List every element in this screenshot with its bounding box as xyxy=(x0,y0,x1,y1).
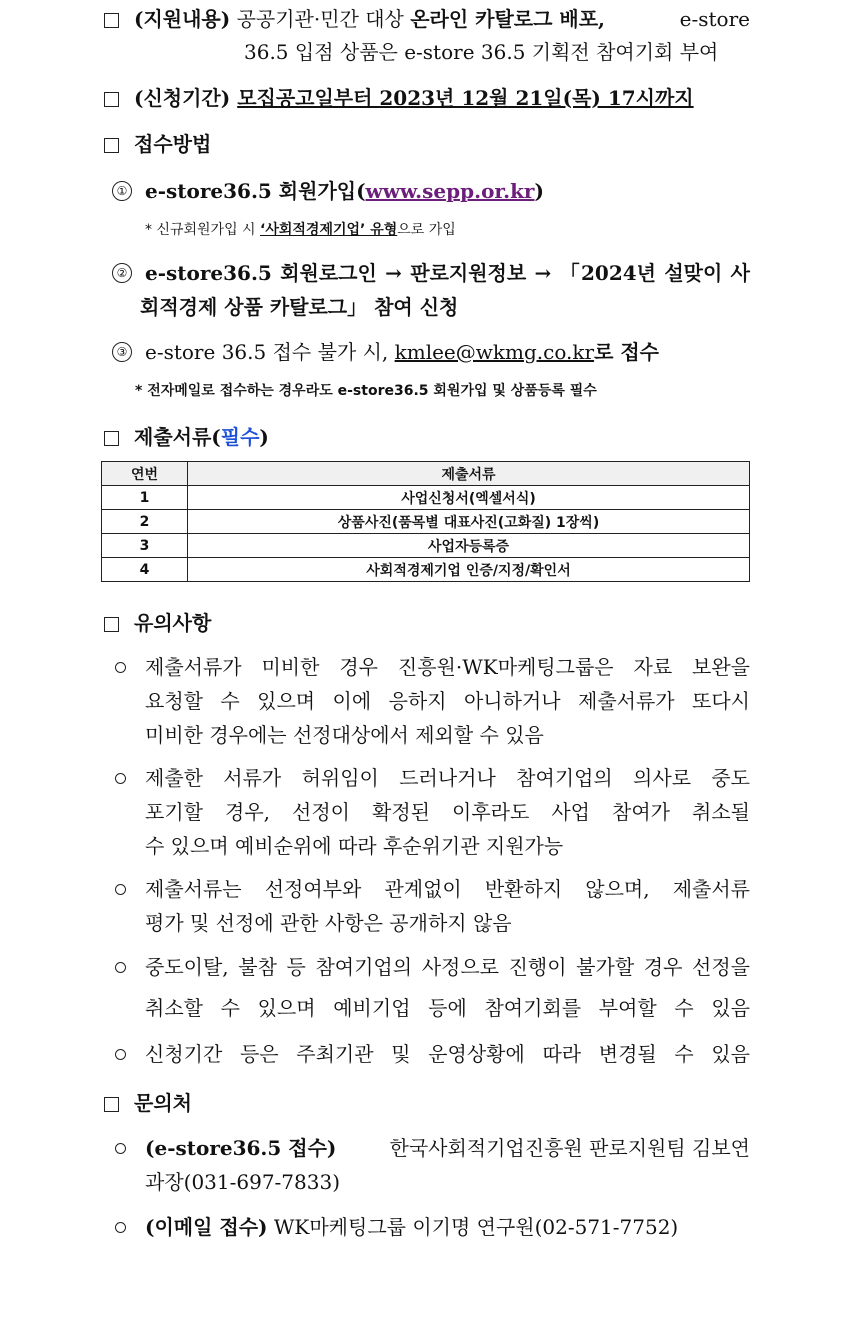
method-step1 xyxy=(145,177,544,205)
checkbox-square xyxy=(104,92,119,107)
checkbox-square xyxy=(104,13,119,28)
note4-line2: 취소할 수 있으며 예비기업 등에 참여기회를 부여할 수 있음 xyxy=(145,996,750,1020)
support-label: (지원내용) xyxy=(134,7,231,31)
row-no: 3 xyxy=(102,534,188,558)
row-no: 2 xyxy=(102,510,188,534)
row-doc: 사회적경제기업 인증/지정/확인서 xyxy=(188,558,750,582)
method-step2-line1: e-store36.5 회원로그인 → 판로지원정보 → 「2024년 설맞이 사 xyxy=(145,261,750,285)
step1-note-post: 으로 가입 xyxy=(397,222,456,238)
checkbox-square xyxy=(104,1097,119,1112)
bullet-circle xyxy=(115,773,126,784)
contact2-line xyxy=(145,1213,678,1241)
step1-text: e-store36.5 회원가입( xyxy=(145,179,366,203)
note3-line2: 평가 및 선정에 관한 사항은 공개하지 않음 xyxy=(145,911,512,935)
contact1-label: (e-store36.5 접수) xyxy=(145,1136,337,1160)
step-number-1: ① xyxy=(112,181,132,201)
note1-line2: 요청할 수 있으며 이에 응하지 아니하거나 제출서류가 또다시 xyxy=(145,689,750,713)
note5-line1: 신청기간 등은 주최기관 및 운영상황에 따라 변경될 수 있음 xyxy=(145,1042,750,1066)
row-doc: 상품사진(품목별 대표사진(고화질) 1장씩) xyxy=(188,510,750,534)
checkbox-square xyxy=(104,138,119,153)
step1-note-bold: ‘사회적경제기업’ 유형 xyxy=(260,222,398,238)
header-doc: 제출서류 xyxy=(188,462,750,486)
notes-title: 유의사항 xyxy=(134,611,212,635)
note2-line3: 수 있으며 예비순위에 따라 후순위기관 지원가능 xyxy=(145,834,564,858)
bullet-circle xyxy=(115,662,126,673)
header-no: 연번 xyxy=(102,462,188,486)
checkbox-square xyxy=(104,617,119,632)
support-highlight: 온라인 카탈로그 배포, xyxy=(410,7,605,31)
step3-post: 로 접수 xyxy=(594,340,659,364)
row-doc: 사업자등록증 xyxy=(188,534,750,558)
table-header-row xyxy=(102,462,750,486)
note1-line3: 미비한 경우에는 선정대상에서 제외할 수 있음 xyxy=(145,723,544,747)
note4-line1: 중도이탈, 불참 등 참여기업의 사정으로 진행이 불가할 경우 선정을 xyxy=(145,955,750,979)
contact-title: 문의처 xyxy=(134,1091,192,1115)
row-no: 1 xyxy=(102,486,188,510)
row-doc: 사업신청서(엑셀서식) xyxy=(188,486,750,510)
table-row xyxy=(102,486,750,510)
note1-line1: 제출서류가 미비한 경우 진흥원·WK마케팅그룹은 자료 보완을 xyxy=(145,655,750,679)
note3-line1: 제출서류는 선정여부와 관계없이 반환하지 않으며, 제출서류 xyxy=(145,877,750,901)
bullet-circle xyxy=(115,962,126,973)
method-step1-note xyxy=(145,219,456,241)
note2-line2: 포기할 경우, 선정이 확정된 이후라도 사업 참여가 취소될 xyxy=(145,800,750,824)
period-text: 모집공고일부터 2023년 12월 21일(목) 17시까지 xyxy=(237,86,694,110)
note2-line1: 제출한 서류가 허위임이 드러나거나 참여기업의 의사로 중도 xyxy=(145,766,750,790)
step1-note-pre: * 신규회원가입 시 xyxy=(145,222,261,238)
support-line1 xyxy=(134,5,750,33)
required-mark: 필수 xyxy=(220,425,260,449)
step3-text: e-store 36.5 접수 불가 시, xyxy=(145,340,395,364)
bullet-circle xyxy=(115,1143,126,1154)
contact1-line2: 과장(031-697-7833) xyxy=(145,1170,341,1194)
method-step2-line2: 회적경제 상품 카탈로그」 참여 신청 xyxy=(140,295,459,319)
support-line2: 36.5 입점 상품은 e-store 36.5 기획전 참여기회 부여 xyxy=(244,40,719,64)
period-line xyxy=(134,84,694,112)
documents-title-close: ) xyxy=(259,425,269,449)
contact1-line1 xyxy=(145,1134,750,1162)
period-label: (신청기간) xyxy=(134,86,231,110)
sepp-link[interactable]: www.sepp.or.kr xyxy=(365,179,535,203)
table-row xyxy=(102,510,750,534)
contact2-text: WK마케팅그룹 이기명 연구원(02-571-7752) xyxy=(273,1215,679,1239)
step1-close: ) xyxy=(534,179,544,203)
bullet-circle xyxy=(115,884,126,895)
method-step3 xyxy=(145,338,659,366)
table-row xyxy=(102,534,750,558)
documents-title-text: 제출서류( xyxy=(134,425,221,449)
checkbox-square xyxy=(104,431,119,446)
step-number-3: ③ xyxy=(112,342,132,362)
bullet-circle xyxy=(115,1049,126,1060)
contact1-org: 한국사회적기업진흥원 판로지원팀 김보연 xyxy=(389,1136,750,1160)
contact2-label: (이메일 접수) xyxy=(145,1215,268,1239)
table-row xyxy=(102,558,750,582)
support-text1b: e-store xyxy=(679,7,750,31)
method-step3-note: * 전자메일로 접수하는 경우라도 e-store36.5 회원가입 및 상품등록 필수 xyxy=(135,383,597,399)
step-number-2: ② xyxy=(112,263,132,283)
documents-title xyxy=(134,423,269,451)
step3-email[interactable]: kmlee@wkmg.co.kr xyxy=(394,340,595,364)
bullet-circle xyxy=(115,1222,126,1233)
documents-table xyxy=(101,461,750,582)
method-title: 접수방법 xyxy=(134,132,212,156)
support-text1: 공공기관·민간 대상 xyxy=(236,7,404,31)
row-no: 4 xyxy=(102,558,188,582)
